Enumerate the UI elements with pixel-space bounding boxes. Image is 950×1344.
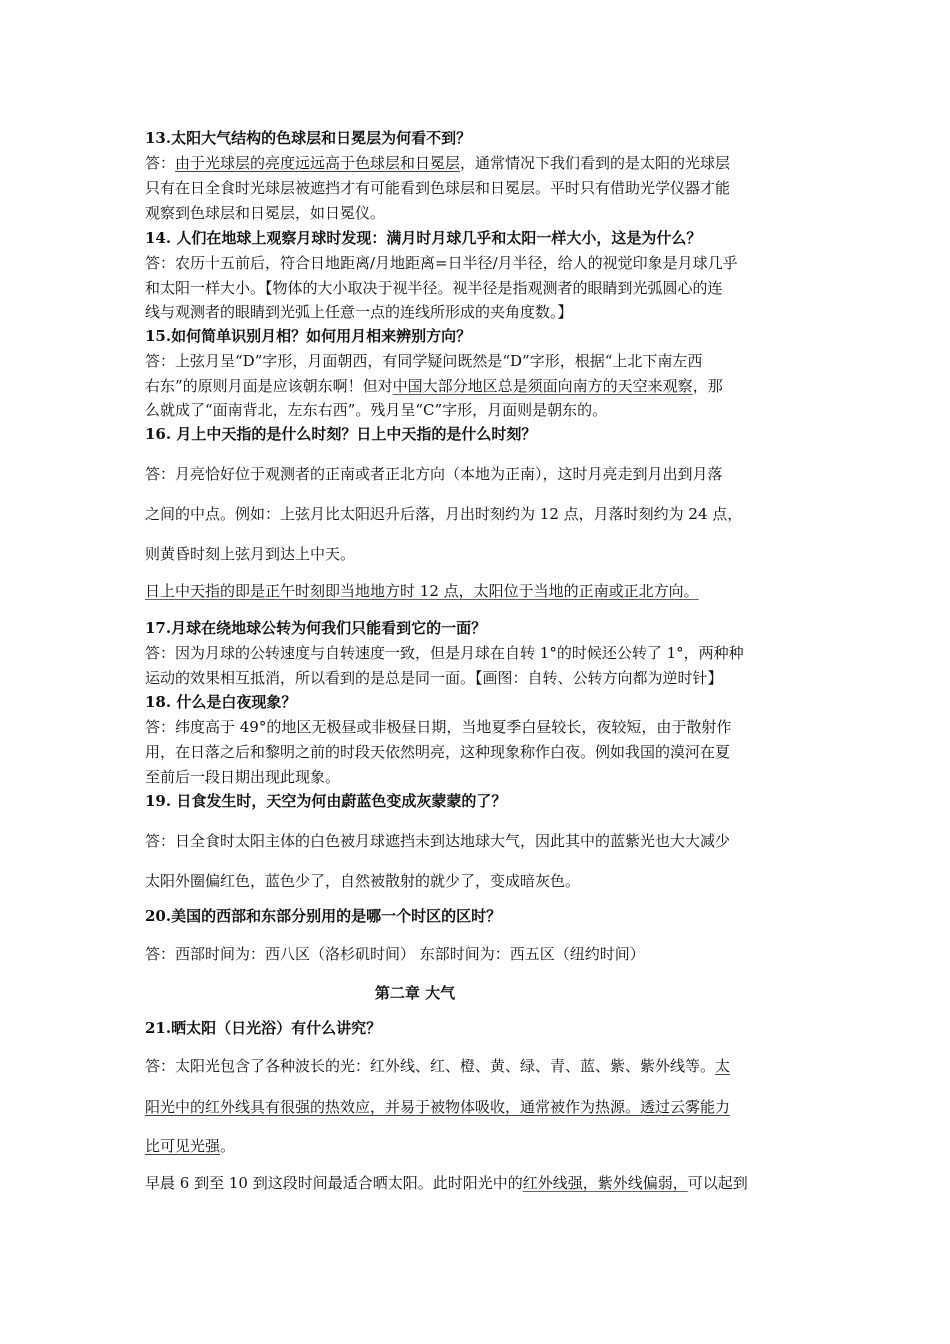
- answer-18-line-3: 至前后一段日期出现此现象。: [145, 768, 341, 786]
- underlined-text: 比可见光强: [145, 1137, 221, 1155]
- answer-15-line-2: [145, 376, 810, 396]
- answer-text: ，那: [692, 377, 723, 395]
- answer-14-line-3: 线与观测者的眼睛到光弧上任意一点的连线所形成的夹角度数。】: [145, 303, 573, 321]
- answer-13-line-2: 只有在日全食时光球层被遮挡才有可能看到色球层和日冕层。平时只有借助光学仪器才能: [145, 179, 731, 197]
- question-19-title: 19. 日食发生时，天空为何由蔚蓝色变成灰蒙蒙的了？: [145, 792, 507, 810]
- answer-20-line-1: 答：西部时间为：西八区（洛杉矶时间） 东部时间为：西五区（纽约时间）: [145, 945, 645, 963]
- answer-16-line-4: [145, 581, 810, 601]
- answer-prefix: 答：: [145, 154, 176, 172]
- answer-text: ，通常情况下我们看到的是太阳的光球层: [460, 154, 731, 172]
- underlined-text: 太: [715, 1057, 731, 1075]
- answer-text: 答：太阳光包含了各种波长的光：红外线、红、橙、黄、绿、青、蓝、紫、紫外线等。: [145, 1057, 716, 1075]
- chapter-heading: 第二章 大气: [374, 984, 456, 1002]
- question-17-title: 17.月球在绕地球公转为何我们只能看到它的一面？: [145, 619, 487, 637]
- answer-21-line-2: [145, 1097, 810, 1117]
- answer-text: 可以起到: [687, 1174, 748, 1192]
- answer-19-line-2: 太阳外圈偏红色，蓝色少了，自然被散射的就少了，变成暗灰色。: [145, 872, 581, 890]
- answer-16-line-1: 答：月亮恰好位于观测者的正南或者正北方向（本地为正南），这时月亮走到月出到月落: [145, 465, 723, 483]
- answer-18-line-1: 答：纬度高于 49°的地区无极昼或非极昼日期，当地夏季白昼较长，夜较短，由于散射作: [145, 718, 732, 736]
- underlined-text: 红外线强，紫外线偏弱，: [522, 1174, 688, 1192]
- answer-text: 右东”的原则月面是应该朝东啊！但对: [145, 377, 393, 395]
- answer-text: 早晨 6 到至 10 到这段时间最适合晒太阳。此时阳光中的: [145, 1174, 523, 1192]
- answer-text: 。: [220, 1137, 236, 1155]
- answer-13-line-1: [145, 153, 810, 173]
- question-13-title: 13.太阳大气结构的色球层和日冕层为何看不到？: [145, 129, 472, 147]
- question-14-title: 14. 人们在地球上观察月球时发现：满月时月球几乎和太阳一样大小，这是为什么？: [145, 229, 702, 247]
- answer-21-line-3: [145, 1136, 810, 1156]
- answer-14-line-1: 答：农历十五前后，符合日地距离/月地距离=日半径/月半径，给人的视觉印象是月球几乎: [145, 254, 738, 272]
- answer-16-line-3: 则黄昏时刻上弦月到达上中天。: [145, 545, 356, 563]
- answer-17-line-2: 运动的效果相互抵消，所以看到的是总是同一面。【画图：自转、公转方向都为逆时针】: [145, 669, 723, 687]
- answer-15-line-3: 么就成了“面南背北，左东右西”。残月呈“C”字形，月面则是朝东的。: [145, 401, 608, 419]
- answer-17-line-1: 答：因为月球的公转速度与自转速度一致，但是月球在自转 1°的时候还公转了 1°，两种种: [145, 644, 744, 662]
- question-18-title: 18. 什么是白夜现象？: [145, 693, 297, 711]
- answer-21-line-1: [145, 1056, 810, 1076]
- answer-14-line-2: 和太阳一样大小。【物体的大小取决于视半径。视半径是指观测者的眼睛到光弧圆心的连: [145, 279, 723, 297]
- underlined-text: 阳光中的红外线具有很强的热效应，并易于被物体吸收，通常被作为热源。透过云雾能力: [145, 1098, 731, 1116]
- underlined-text: 由于光球层的亮度远远高于色球层和日冕层: [175, 154, 461, 172]
- answer-13-line-3: 观察到色球层和日冕层，如日冕仪。: [145, 204, 386, 222]
- question-21-title: 21.晒太阳（日光浴）有什么讲究？: [145, 1019, 382, 1037]
- question-16-title: 16. 月上中天指的是什么时刻？日上中天指的是什么时刻？: [145, 425, 537, 443]
- underlined-text: 中国大部分地区总是须面向南方的天空来观察: [392, 377, 693, 395]
- answer-19-line-1: 答：日全食时太阳主体的白色被月球遮挡未到达地球大气，因此其中的蓝紫光也大大减少: [145, 832, 731, 850]
- question-20-title: 20.美国的西部和东部分别用的是哪一个时区的区时？: [145, 907, 502, 925]
- answer-21-line-4: [145, 1173, 810, 1193]
- answer-15-line-1: 答：上弦月呈“D”字形，月面朝西，有同学疑问既然是“D”字形，根据“上北下南左西: [145, 352, 703, 370]
- answer-18-line-2: 用，在日落之后和黎明之前的时段天依然明亮，这种现象称作白夜。例如我国的漠河在夏: [145, 743, 731, 761]
- answer-16-line-2: 之间的中点。例如：上弦月比太阳迟升后落，月出时刻约为 12 点，月落时刻约为 24 点，: [145, 505, 743, 523]
- question-15-title: 15.如何简单识别月相？如何用月相来辨别方向？: [145, 327, 472, 345]
- underlined-text: 日上中天指的即是正午时刻即当地地方时 12 点，太阳位于当地的正南或正北方向。: [145, 582, 699, 600]
